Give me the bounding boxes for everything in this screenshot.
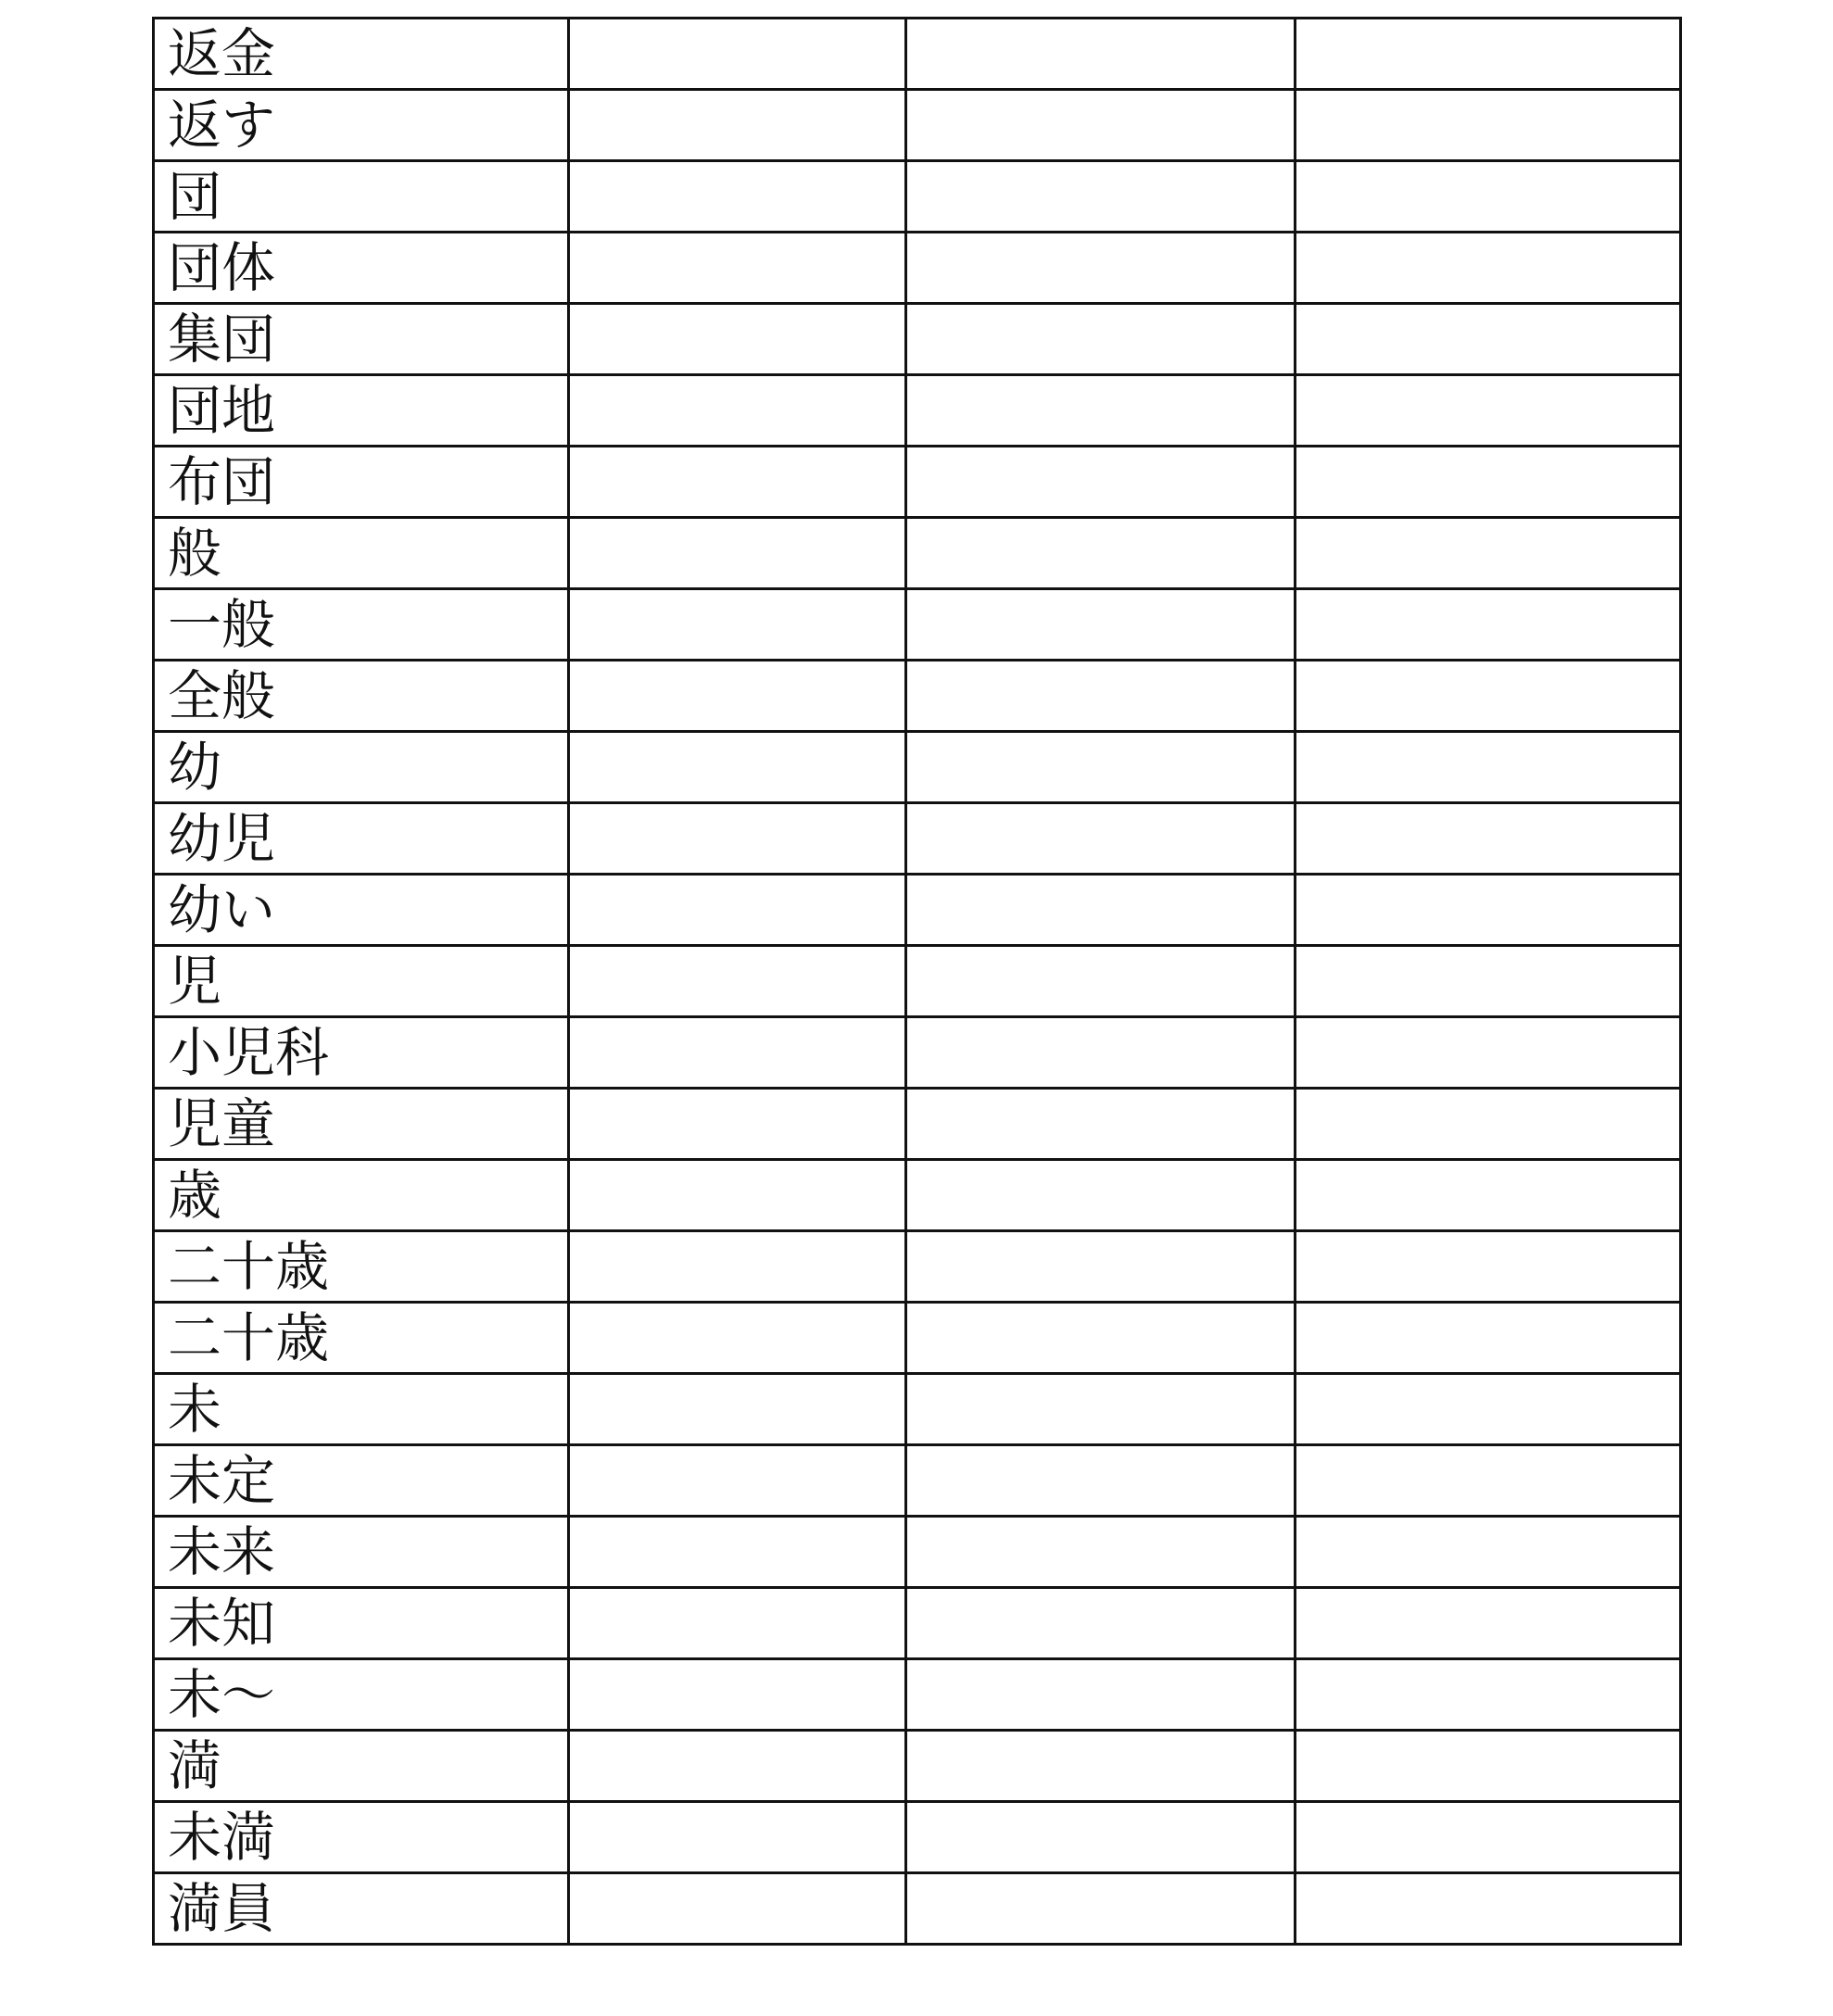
table-row [154,447,1681,518]
practice-cell [569,875,906,946]
practice-cell [569,661,906,732]
practice-cell [569,518,906,589]
practice-cell [1296,1445,1681,1517]
practice-cell [906,518,1296,589]
worksheet [152,17,1679,1946]
word-label: 返す [168,94,276,157]
practice-cell [906,732,1296,803]
table-row [154,1374,1681,1445]
table-row [154,732,1681,803]
practice-cell [569,1160,906,1231]
practice-cell [1296,1374,1681,1445]
table-row [154,1445,1681,1517]
practice-cell [906,1089,1296,1160]
word-label: 二十歳 [168,1306,330,1369]
practice-cell [1296,1659,1681,1731]
practice-cell [569,1731,906,1802]
word-cell [154,304,569,375]
practice-cell [569,161,906,233]
practice-cell [1296,589,1681,661]
word-cell [154,1303,569,1374]
practice-cell [1296,1231,1681,1303]
word-label: 全般 [168,664,276,727]
practice-cell [569,1017,906,1089]
word-label: 団体 [168,236,276,299]
practice-cell [1296,946,1681,1017]
table-row [154,1517,1681,1588]
word-cell [154,375,569,447]
practice-cell [906,589,1296,661]
practice-cell [569,1445,906,1517]
word-label: 団地 [168,379,276,442]
word-label: 未 [168,1378,222,1441]
practice-cell [906,1017,1296,1089]
word-cell [154,1374,569,1445]
practice-cell [569,732,906,803]
word-cell [154,518,569,589]
practice-cell [906,1517,1296,1588]
table-row [154,19,1681,90]
practice-cell [1296,1017,1681,1089]
practice-cell [1296,875,1681,946]
practice-cell [569,1659,906,1731]
practice-cell [906,1873,1296,1945]
practice-cell [569,90,906,161]
word-cell [154,90,569,161]
word-label: 未来 [168,1520,276,1583]
word-label: 児 [168,950,222,1013]
word-cell [154,1588,569,1659]
word-label: 一般 [168,593,276,656]
table-row [154,1731,1681,1802]
table-row [154,518,1681,589]
word-label: 歳 [168,1164,222,1227]
word-label: 団 [168,165,222,228]
practice-cell [906,304,1296,375]
practice-cell [569,19,906,90]
practice-cell [569,1517,906,1588]
practice-cell [1296,1160,1681,1231]
practice-cell [906,233,1296,304]
table-row [154,661,1681,732]
table-row [154,1303,1681,1374]
word-label: 二十歳 [168,1235,330,1298]
word-label: 幼 [168,736,222,799]
practice-cell [906,875,1296,946]
practice-cell [1296,803,1681,875]
practice-cell [906,1659,1296,1731]
vocabulary-table [152,17,1682,1946]
practice-cell [569,1374,906,1445]
practice-cell [569,1588,906,1659]
word-cell [154,1231,569,1303]
practice-cell [906,946,1296,1017]
practice-cell [1296,19,1681,90]
practice-cell [1296,447,1681,518]
vocabulary-table-body [154,19,1681,1945]
practice-cell [569,304,906,375]
table-row [154,304,1681,375]
word-label: 未定 [168,1449,276,1512]
table-row [154,1873,1681,1945]
practice-cell [906,1588,1296,1659]
practice-cell [906,447,1296,518]
practice-cell [1296,518,1681,589]
table-row [154,233,1681,304]
practice-cell [1296,732,1681,803]
word-label: 児童 [168,1092,276,1155]
practice-cell [1296,375,1681,447]
word-label: 未〜 [168,1663,276,1726]
practice-cell [569,1802,906,1873]
practice-cell [569,1873,906,1945]
practice-cell [569,447,906,518]
practice-cell [1296,161,1681,233]
table-row [154,1160,1681,1231]
practice-cell [906,661,1296,732]
practice-cell [906,1445,1296,1517]
word-cell [154,1017,569,1089]
practice-cell [1296,1089,1681,1160]
word-cell [154,661,569,732]
practice-cell [1296,1802,1681,1873]
word-cell [154,1445,569,1517]
table-row [154,803,1681,875]
table-row [154,1089,1681,1160]
word-label: 集団 [168,308,276,371]
table-row [154,589,1681,661]
practice-cell [906,803,1296,875]
practice-cell [569,1303,906,1374]
practice-cell [1296,90,1681,161]
word-cell [154,447,569,518]
table-row [154,1231,1681,1303]
word-label: 未満 [168,1806,276,1869]
word-cell [154,1873,569,1945]
word-cell [154,233,569,304]
word-label: 満員 [168,1877,276,1940]
word-cell [154,1089,569,1160]
word-cell [154,1517,569,1588]
table-row [154,1659,1681,1731]
word-label: 小児科 [168,1021,330,1084]
practice-cell [569,1231,906,1303]
practice-cell [1296,304,1681,375]
table-row [154,90,1681,161]
practice-cell [1296,1517,1681,1588]
practice-cell [906,1374,1296,1445]
table-row [154,375,1681,447]
practice-cell [569,946,906,1017]
practice-cell [906,161,1296,233]
practice-cell [906,1303,1296,1374]
practice-cell [1296,1303,1681,1374]
practice-cell [569,803,906,875]
word-cell [154,1802,569,1873]
table-row [154,161,1681,233]
word-cell [154,946,569,1017]
word-cell [154,1160,569,1231]
practice-cell [906,1231,1296,1303]
table-row [154,946,1681,1017]
table-row [154,1802,1681,1873]
table-row [154,1588,1681,1659]
practice-cell [906,90,1296,161]
practice-cell [1296,661,1681,732]
word-label: 布団 [168,450,276,513]
word-label: 満 [168,1734,222,1797]
practice-cell [569,1089,906,1160]
word-label: 幼い [168,878,276,941]
word-cell [154,803,569,875]
word-label: 幼児 [168,807,276,870]
practice-cell [1296,233,1681,304]
word-label: 返金 [168,22,276,85]
practice-cell [569,375,906,447]
word-cell [154,875,569,946]
practice-cell [1296,1873,1681,1945]
practice-cell [569,589,906,661]
practice-cell [906,1802,1296,1873]
word-cell [154,1659,569,1731]
word-label: 未知 [168,1592,276,1655]
word-label: 般 [168,522,222,585]
practice-cell [1296,1588,1681,1659]
word-cell [154,19,569,90]
practice-cell [906,19,1296,90]
table-row [154,1017,1681,1089]
practice-cell [906,1160,1296,1231]
word-cell [154,589,569,661]
practice-cell [569,233,906,304]
word-cell [154,161,569,233]
practice-cell [906,375,1296,447]
word-cell [154,1731,569,1802]
practice-cell [906,1731,1296,1802]
practice-cell [1296,1731,1681,1802]
table-row [154,875,1681,946]
word-cell [154,732,569,803]
